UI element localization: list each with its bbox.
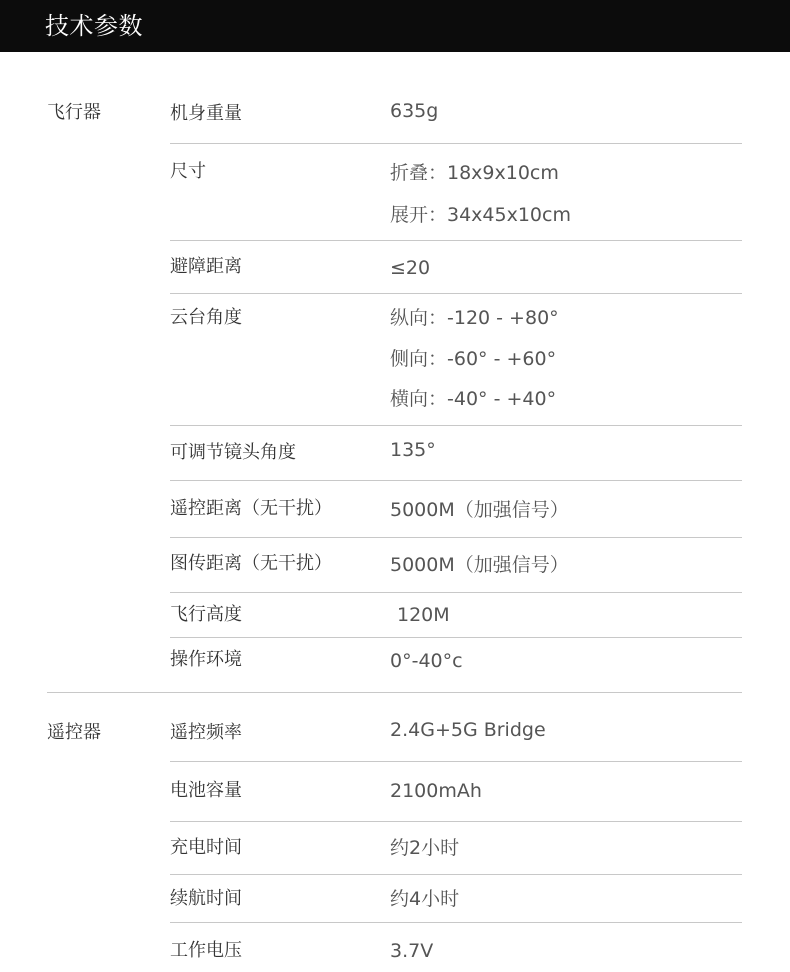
spec-value-control-frequency: 2.4G+5G Bridge [390,719,546,741]
row-divider [170,761,742,762]
spec-label-weight: 机身重量 [170,103,242,124]
spec-value-lens-angle: 135° [390,439,436,461]
category-aircraft: 飞行器 [47,102,101,123]
row-divider [170,425,742,426]
spec-value-gimbal-tilt: 纵向：-120 - +80° [390,307,559,329]
spec-value-battery-capacity: 2100mAh [390,780,482,802]
spec-value-size-folded: 折叠：18x9x10cm [390,162,559,184]
spec-label-flight-altitude: 飞行高度 [170,604,242,625]
spec-label-lens-angle: 可调节镜头角度 [170,442,296,463]
spec-label-working-voltage: 工作电压 [170,940,242,961]
row-divider [170,874,742,875]
spec-value-flight-altitude: 120M [397,604,450,626]
spec-value-size-unfolded: 展开：34x45x10cm [390,204,571,226]
spec-label-battery-life: 续航时间 [170,888,242,909]
spec-label-control-frequency: 遥控频率 [170,722,242,743]
spec-label-video-range: 图传距离（无干扰） [170,553,332,574]
spec-label-size: 尺寸 [170,161,206,182]
row-divider [170,143,742,144]
spec-value-gimbal-pan: 横向：-40° - +40° [390,388,557,410]
spec-label-charge-time: 充电时间 [170,837,242,858]
row-divider [170,293,742,294]
row-divider [170,922,742,923]
spec-label-control-range: 遥控距离（无干扰） [170,498,332,519]
spec-label-obstacle-distance: 避障距离 [170,256,242,277]
spec-value-weight: 635g [390,100,439,122]
spec-label-battery-capacity: 电池容量 [170,780,242,801]
row-divider [170,821,742,822]
row-divider [170,537,742,538]
spec-value-working-voltage: 3.7V [390,940,434,962]
spec-value-battery-life: 约4小时 [390,888,460,910]
row-divider [170,637,742,638]
spec-value-operating-environment: 0°-40°c [390,650,463,672]
group-divider [47,692,742,693]
row-divider [170,480,742,481]
spec-value-charge-time: 约2小时 [390,837,460,859]
spec-value-gimbal-roll: 侧向：-60° - +60° [390,348,557,370]
category-remote-controller: 遥控器 [47,722,101,743]
spec-value-control-range: 5000M（加强信号） [390,499,569,521]
spec-value-obstacle-distance: ≤20 [390,257,431,279]
spec-value-video-range: 5000M（加强信号） [390,554,569,576]
page-title: 技术参数 [45,12,143,40]
row-divider [170,240,742,241]
row-divider [170,592,742,593]
spec-label-gimbal-angle: 云台角度 [170,307,242,328]
spec-label-operating-environment: 操作环境 [170,649,242,670]
